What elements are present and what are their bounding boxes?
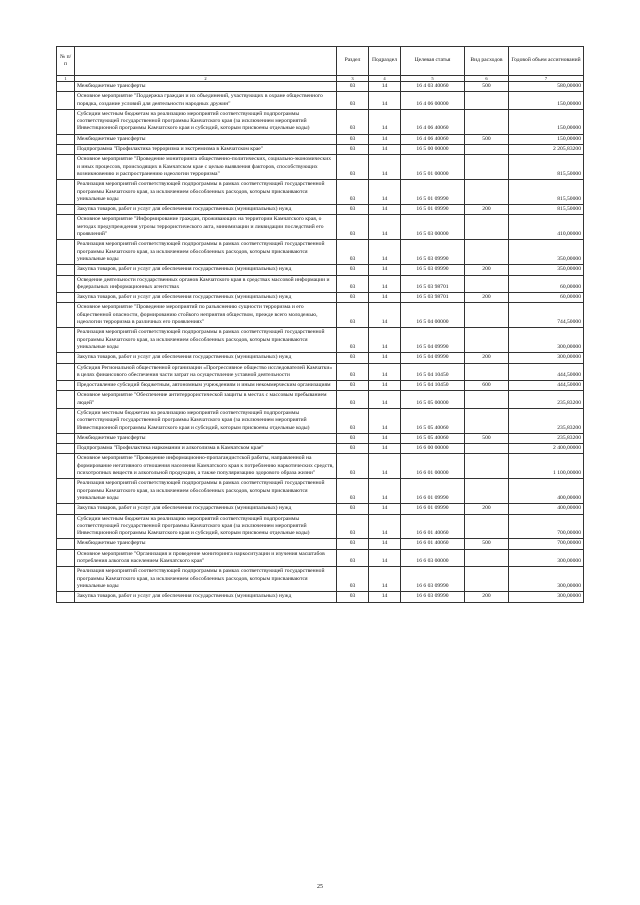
row-amount-cell: 700,00000 xyxy=(509,514,584,539)
row-razdel-cell: 03 xyxy=(337,539,369,549)
row-amount-cell: 300,00000 xyxy=(509,592,584,602)
row-target-article-cell: 16 5 03 98701 xyxy=(401,293,465,303)
column-number: 1 xyxy=(57,76,75,82)
row-razdel-cell: 03 xyxy=(337,549,369,567)
row-number-cell xyxy=(57,145,75,155)
row-expense-type-cell xyxy=(465,363,509,381)
row-expense-type-cell xyxy=(465,514,509,539)
row-number-cell xyxy=(57,408,75,433)
row-name-cell: Межбюджетные трансферты xyxy=(75,134,337,144)
row-expense-type-cell: 200 xyxy=(465,592,509,602)
row-number-cell xyxy=(57,328,75,353)
table-row xyxy=(57,353,584,363)
row-expense-type-cell xyxy=(465,109,509,134)
table-row xyxy=(57,381,584,391)
row-number-cell xyxy=(57,275,75,293)
row-amount-cell: 60,00000 xyxy=(509,293,584,303)
row-razdel-cell: 03 xyxy=(337,180,369,205)
row-name-cell: Межбюджетные трансферты xyxy=(75,82,337,92)
row-number-cell xyxy=(57,215,75,240)
row-target-article-cell: 16 5 05 00000 xyxy=(401,391,465,409)
row-name-cell: Межбюджетные трансферты xyxy=(75,539,337,549)
row-podrazdel-cell: 14 xyxy=(369,240,401,265)
table-row xyxy=(57,82,584,92)
row-amount-cell: 300,00000 xyxy=(509,549,584,567)
table-row xyxy=(57,567,584,592)
row-name-cell: Подпрограмма "Профилактика наркомании и алкоголизма в Камчатском крае" xyxy=(75,444,337,454)
row-expense-type-cell xyxy=(465,479,509,504)
row-razdel-cell: 03 xyxy=(337,433,369,443)
row-target-article-cell: 16 5 04 09990 xyxy=(401,328,465,353)
row-number-cell xyxy=(57,454,75,479)
row-target-article-cell: 16 6 01 40060 xyxy=(401,539,465,549)
row-razdel-cell: 03 xyxy=(337,134,369,144)
row-name-cell: Основное мероприятие "Организация и проведение мониторинга наркоситуации и изучения масштабов потребления алкоголя населением Камчатского края" xyxy=(75,549,337,567)
row-name-cell: Предоставление субсидий бюджетным, автономным учреждениям и иным некоммерческим организациям xyxy=(75,381,337,391)
row-expense-type-cell: 500 xyxy=(465,433,509,443)
row-amount-cell: 350,00000 xyxy=(509,240,584,265)
header-podrazdel: Подраздел xyxy=(369,47,401,76)
row-amount-cell: 444,50000 xyxy=(509,363,584,381)
row-podrazdel-cell: 14 xyxy=(369,180,401,205)
table-row xyxy=(57,92,584,110)
row-amount-cell: 400,00000 xyxy=(509,504,584,514)
table-row xyxy=(57,328,584,353)
row-expense-type-cell xyxy=(465,444,509,454)
row-name-cell: Основное мероприятие "Поддержка граждан и их объединений, участвующих в охране общественного порядка, создание условий для деятельности народных дружин" xyxy=(75,92,337,110)
row-target-article-cell: 16 5 03 09990 xyxy=(401,240,465,265)
row-expense-type-cell: 200 xyxy=(465,504,509,514)
row-razdel-cell: 03 xyxy=(337,408,369,433)
header-expense-type: Вид расходов xyxy=(465,47,509,76)
table-row xyxy=(57,205,584,215)
table-row xyxy=(57,479,584,504)
row-name-cell: Основное мероприятие "Информирование граждан, проживающих на территории Камчатского края, о методах предупреждения угрозы террористического акта, минимизации и ликвидации последствий его проявлений" xyxy=(75,215,337,240)
row-target-article-cell: 16 4 06 40060 xyxy=(401,134,465,144)
row-expense-type-cell: 600 xyxy=(465,381,509,391)
row-podrazdel-cell: 14 xyxy=(369,145,401,155)
row-name-cell: Реализация мероприятий соответствующей подпрограммы в рамках соответствующей государственной программы Камчатского края, за исключением обособленных расходов, которым присваиваются уникальные коды xyxy=(75,328,337,353)
table-row xyxy=(57,155,584,180)
row-razdel-cell: 03 xyxy=(337,381,369,391)
table-row xyxy=(57,145,584,155)
row-amount-cell: 60,00000 xyxy=(509,275,584,293)
row-name-cell: Основное мероприятие "Проведение мониторинга общественно-политических, социально-экономических и иных процессов, происходящих в Камчатском крае с целью выявления факторов, способствующих возникновению и распространению идеологии терроризма" xyxy=(75,155,337,180)
row-target-article-cell: 16 5 04 09990 xyxy=(401,353,465,363)
header-target-article: Целевая статья xyxy=(401,47,465,76)
row-podrazdel-cell: 14 xyxy=(369,215,401,240)
table-row xyxy=(57,109,584,134)
row-podrazdel-cell: 14 xyxy=(369,433,401,443)
row-number-cell xyxy=(57,180,75,205)
row-name-cell: Основное мероприятие "Обеспечение антитеррористической защиты в местах с массовым пребыванием людей" xyxy=(75,391,337,409)
row-amount-cell: 350,00000 xyxy=(509,265,584,275)
row-name-cell: Субсидии местным бюджетам на реализацию мероприятий соответствующей подпрограммы соответствующей государственной программы Камчатского края (за исключением мероприятий Инвестиционной программы Камчатского края и субсидий, которым присвоены отдельные коды) xyxy=(75,408,337,433)
row-target-article-cell: 16 6 01 00000 xyxy=(401,454,465,479)
row-target-article-cell: 16 6 03 09990 xyxy=(401,592,465,602)
row-target-article-cell: 16 4 06 00000 xyxy=(401,92,465,110)
row-expense-type-cell xyxy=(465,215,509,240)
row-expense-type-cell xyxy=(465,155,509,180)
table-body xyxy=(57,82,584,603)
row-razdel-cell: 03 xyxy=(337,205,369,215)
row-podrazdel-cell: 14 xyxy=(369,92,401,110)
row-name-cell: Реализация мероприятий соответствующей подпрограммы в рамках соответствующей государственной программы Камчатского края, за исключением обособленных расходов, которым присваиваются уникальные коды xyxy=(75,240,337,265)
row-name-cell: Субсидии местным бюджетам на реализацию мероприятий соответствующей подпрограммы соответствующей государственной программы Камчатского края (за исключением мероприятий Инвестиционной программы Камчатского края и субсидий, которым присвоены отдельные коды) xyxy=(75,109,337,134)
row-number-cell xyxy=(57,381,75,391)
row-name-cell: Основное мероприятие "Проведение мероприятий по разъяснению сущности терроризма и его общественной опасности, формированию стойкого неприятия обществом, прежде всего молодежью, идеологии терроризма в различных его проявлениях" xyxy=(75,303,337,328)
row-number-cell xyxy=(57,109,75,134)
row-razdel-cell: 03 xyxy=(337,479,369,504)
row-expense-type-cell xyxy=(465,328,509,353)
row-name-cell: Реализация мероприятий соответствующей подпрограммы в рамках соответствующей государственной программы Камчатского края, за исключением обособленных расходов, которым присваиваются уникальные коды xyxy=(75,567,337,592)
row-podrazdel-cell: 14 xyxy=(369,205,401,215)
row-razdel-cell: 03 xyxy=(337,293,369,303)
row-target-article-cell: 16 5 04 10450 xyxy=(401,363,465,381)
header-annual-amount: Годовой объем ассигнований xyxy=(509,47,584,76)
row-podrazdel-cell: 14 xyxy=(369,504,401,514)
table-row xyxy=(57,592,584,602)
row-podrazdel-cell: 14 xyxy=(369,109,401,134)
row-target-article-cell: 16 5 01 09990 xyxy=(401,180,465,205)
row-amount-cell: 300,00000 xyxy=(509,567,584,592)
row-podrazdel-cell: 14 xyxy=(369,275,401,293)
row-razdel-cell: 03 xyxy=(337,363,369,381)
row-target-article-cell: 16 5 01 09990 xyxy=(401,205,465,215)
row-name-cell: Основное мероприятие "Проведение информационно-пропагандистской работы, направленной на формирование негативного отношения населения Камчатского края к потреблению наркотических средств, психотропных веществ и алкогольной продукции, а также популяризацию здорового образа жизни" xyxy=(75,454,337,479)
table-row xyxy=(57,549,584,567)
table-row xyxy=(57,215,584,240)
budget-table-sheet xyxy=(56,46,583,603)
row-expense-type-cell: 500 xyxy=(465,82,509,92)
row-number-cell xyxy=(57,391,75,409)
row-amount-cell: 410,00000 xyxy=(509,215,584,240)
row-expense-type-cell: 500 xyxy=(465,539,509,549)
row-podrazdel-cell: 14 xyxy=(369,454,401,479)
row-target-article-cell: 16 6 03 09990 xyxy=(401,567,465,592)
row-name-cell: Закупка товаров, работ и услуг для обеспечения государственных (муниципальных) нужд xyxy=(75,353,337,363)
row-number-cell xyxy=(57,82,75,92)
row-amount-cell: 1 100,00000 xyxy=(509,454,584,479)
row-number-cell xyxy=(57,514,75,539)
table-row xyxy=(57,180,584,205)
row-number-cell xyxy=(57,539,75,549)
row-podrazdel-cell: 14 xyxy=(369,567,401,592)
row-razdel-cell: 03 xyxy=(337,391,369,409)
row-name-cell: Осведение деятельности государственных органов Камчатского края в средствах массовой информации и федеральных информационных агентствах xyxy=(75,275,337,293)
row-number-cell xyxy=(57,92,75,110)
table-row xyxy=(57,134,584,144)
column-number: 6 xyxy=(465,76,509,82)
column-number: 4 xyxy=(369,76,401,82)
row-podrazdel-cell: 14 xyxy=(369,363,401,381)
row-expense-type-cell xyxy=(465,567,509,592)
row-razdel-cell: 03 xyxy=(337,109,369,134)
row-amount-cell: 150,00000 xyxy=(509,134,584,144)
row-number-cell xyxy=(57,134,75,144)
row-podrazdel-cell: 14 xyxy=(369,293,401,303)
row-razdel-cell: 03 xyxy=(337,240,369,265)
table-row xyxy=(57,363,584,381)
row-podrazdel-cell: 14 xyxy=(369,134,401,144)
row-podrazdel-cell: 14 xyxy=(369,549,401,567)
table-row xyxy=(57,539,584,549)
row-target-article-cell: 16 6 01 09990 xyxy=(401,504,465,514)
row-number-cell xyxy=(57,444,75,454)
row-amount-cell: 235,83200 xyxy=(509,433,584,443)
row-target-article-cell: 16 6 01 09990 xyxy=(401,479,465,504)
row-amount-cell: 300,00000 xyxy=(509,328,584,353)
row-amount-cell: 150,00000 xyxy=(509,109,584,134)
row-razdel-cell: 03 xyxy=(337,92,369,110)
row-podrazdel-cell: 14 xyxy=(369,479,401,504)
row-number-cell xyxy=(57,303,75,328)
row-amount-cell: 235,83200 xyxy=(509,408,584,433)
row-razdel-cell: 03 xyxy=(337,514,369,539)
row-name-cell: Подпрограмма "Профилактика терроризма и экстремизма в Камчатском крае" xyxy=(75,145,337,155)
row-name-cell: Реализация мероприятий соответствующей подпрограммы в рамках соответствующей государственной программы Камчатского края, за исключением обособленных расходов, которым присваиваются уникальные коды xyxy=(75,180,337,205)
row-target-article-cell: 16 5 05 40060 xyxy=(401,433,465,443)
row-podrazdel-cell: 14 xyxy=(369,265,401,275)
row-razdel-cell: 03 xyxy=(337,275,369,293)
row-amount-cell: 815,50000 xyxy=(509,180,584,205)
row-amount-cell: 2 400,00000 xyxy=(509,444,584,454)
row-razdel-cell: 03 xyxy=(337,155,369,180)
table-row xyxy=(57,433,584,443)
row-podrazdel-cell: 14 xyxy=(369,381,401,391)
column-number: 7 xyxy=(509,76,584,82)
row-expense-type-cell xyxy=(465,549,509,567)
row-target-article-cell: 16 5 03 00000 xyxy=(401,215,465,240)
row-razdel-cell: 03 xyxy=(337,145,369,155)
row-name-cell: Закупка товаров, работ и услуг для обеспечения государственных (муниципальных) нужд xyxy=(75,205,337,215)
table-row xyxy=(57,265,584,275)
row-amount-cell: 2 205,83200 xyxy=(509,145,584,155)
row-amount-cell: 815,50000 xyxy=(509,205,584,215)
row-name-cell: Закупка товаров, работ и услуг для обеспечения государственных (муниципальных) нужд xyxy=(75,265,337,275)
row-number-cell xyxy=(57,433,75,443)
row-target-article-cell: 16 5 04 10450 xyxy=(401,381,465,391)
row-target-article-cell: 16 6 00 00000 xyxy=(401,444,465,454)
row-podrazdel-cell: 14 xyxy=(369,303,401,328)
row-podrazdel-cell: 14 xyxy=(369,391,401,409)
row-target-article-cell: 16 5 05 40060 xyxy=(401,408,465,433)
row-target-article-cell: 16 5 01 00000 xyxy=(401,155,465,180)
row-podrazdel-cell: 14 xyxy=(369,592,401,602)
row-amount-cell: 300,00000 xyxy=(509,353,584,363)
row-target-article-cell: 16 5 03 98701 xyxy=(401,275,465,293)
row-number-cell xyxy=(57,479,75,504)
row-podrazdel-cell: 14 xyxy=(369,328,401,353)
row-number-cell xyxy=(57,293,75,303)
row-expense-type-cell: 200 xyxy=(465,265,509,275)
header-name xyxy=(75,47,337,76)
row-podrazdel-cell: 14 xyxy=(369,539,401,549)
row-razdel-cell: 03 xyxy=(337,567,369,592)
header-row xyxy=(57,47,584,76)
row-number-cell xyxy=(57,363,75,381)
table-row xyxy=(57,504,584,514)
row-razdel-cell: 03 xyxy=(337,328,369,353)
row-number-cell xyxy=(57,265,75,275)
table-row xyxy=(57,275,584,293)
row-name-cell: Реализация мероприятий соответствующей подпрограммы в рамках соответствующей государственной программы Камчатского края, за исключением обособленных расходов, которым присваиваются уникальные коды xyxy=(75,479,337,504)
row-podrazdel-cell: 14 xyxy=(369,155,401,180)
row-expense-type-cell xyxy=(465,240,509,265)
table-row xyxy=(57,454,584,479)
row-amount-cell: 744,50000 xyxy=(509,303,584,328)
row-name-cell: Закупка товаров, работ и услуг для обеспечения государственных (муниципальных) нужд xyxy=(75,592,337,602)
table-row xyxy=(57,514,584,539)
row-podrazdel-cell: 14 xyxy=(369,82,401,92)
row-target-article-cell: 16 4 03 40060 xyxy=(401,82,465,92)
row-expense-type-cell xyxy=(465,92,509,110)
row-expense-type-cell xyxy=(465,408,509,433)
row-name-cell: Межбюджетные трансферты xyxy=(75,433,337,443)
row-number-cell xyxy=(57,205,75,215)
row-razdel-cell: 03 xyxy=(337,454,369,479)
row-amount-cell: 700,00000 xyxy=(509,539,584,549)
row-amount-cell: 444,50000 xyxy=(509,381,584,391)
row-target-article-cell: 16 5 03 09990 xyxy=(401,265,465,275)
row-podrazdel-cell: 14 xyxy=(369,353,401,363)
row-number-cell xyxy=(57,240,75,265)
row-number-cell xyxy=(57,353,75,363)
table-row xyxy=(57,408,584,433)
table-row xyxy=(57,303,584,328)
row-podrazdel-cell: 14 xyxy=(369,514,401,539)
row-expense-type-cell: 200 xyxy=(465,205,509,215)
row-expense-type-cell: 200 xyxy=(465,353,509,363)
column-number: 5 xyxy=(401,76,465,82)
row-number-cell xyxy=(57,549,75,567)
row-name-cell: Субсидии местным бюджетам на реализацию мероприятий соответствующей подпрограммы соответствующей государственной программы Камчатского края (за исключением мероприятий Инвестиционной программы Камчатского края и субсидий, которым присвоены отдельные коды) xyxy=(75,514,337,539)
row-razdel-cell: 03 xyxy=(337,504,369,514)
column-number: 2 xyxy=(75,76,337,82)
row-name-cell: Субсидия Региональной общественной организации «Прогрессивное общество исследователей Камчатки» в целях финансового обеспечения части затрат на осуществление уставной деятельности xyxy=(75,363,337,381)
row-podrazdel-cell: 14 xyxy=(369,444,401,454)
row-razdel-cell: 03 xyxy=(337,592,369,602)
column-number: 3 xyxy=(337,76,369,82)
row-expense-type-cell xyxy=(465,391,509,409)
row-razdel-cell: 03 xyxy=(337,303,369,328)
row-razdel-cell: 03 xyxy=(337,444,369,454)
row-expense-type-cell xyxy=(465,454,509,479)
row-razdel-cell: 03 xyxy=(337,353,369,363)
row-target-article-cell: 16 4 06 40060 xyxy=(401,109,465,134)
row-amount-cell: 235,83200 xyxy=(509,391,584,409)
row-number-cell xyxy=(57,504,75,514)
row-razdel-cell: 03 xyxy=(337,215,369,240)
header-razdel: Раздел xyxy=(337,47,369,76)
row-expense-type-cell xyxy=(465,303,509,328)
table-row xyxy=(57,240,584,265)
row-expense-type-cell xyxy=(465,145,509,155)
row-expense-type-cell xyxy=(465,180,509,205)
row-expense-type-cell: 500 xyxy=(465,134,509,144)
row-amount-cell: 815,50000 xyxy=(509,155,584,180)
row-name-cell: Закупка товаров, работ и услуг для обеспечения государственных (муниципальных) нужд xyxy=(75,293,337,303)
row-target-article-cell: 16 5 00 00000 xyxy=(401,145,465,155)
row-razdel-cell: 03 xyxy=(337,265,369,275)
row-name-cell: Закупка товаров, работ и услуг для обеспечения государственных (муниципальных) нужд xyxy=(75,504,337,514)
row-podrazdel-cell: 14 xyxy=(369,408,401,433)
row-number-cell xyxy=(57,567,75,592)
budget-table xyxy=(56,46,584,603)
row-target-article-cell: 16 6 03 00000 xyxy=(401,549,465,567)
page-number: 25 xyxy=(317,884,323,890)
table-row xyxy=(57,391,584,409)
row-amount-cell: 580,00000 xyxy=(509,82,584,92)
table-row xyxy=(57,444,584,454)
row-amount-cell: 150,00000 xyxy=(509,92,584,110)
row-number-cell xyxy=(57,155,75,180)
row-target-article-cell: 16 6 01 40060 xyxy=(401,514,465,539)
row-expense-type-cell xyxy=(465,275,509,293)
table-row xyxy=(57,293,584,303)
row-target-article-cell: 16 5 04 00000 xyxy=(401,303,465,328)
header-num: № п/п xyxy=(57,47,75,76)
row-number-cell xyxy=(57,592,75,602)
row-amount-cell: 400,00000 xyxy=(509,479,584,504)
row-expense-type-cell: 200 xyxy=(465,293,509,303)
row-razdel-cell: 03 xyxy=(337,82,369,92)
